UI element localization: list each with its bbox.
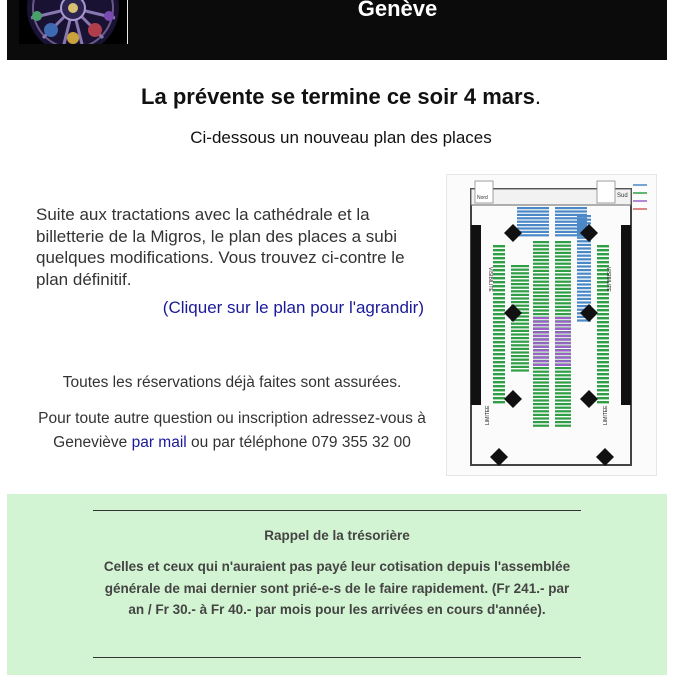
site-title: Genève xyxy=(357,0,438,21)
plan-label-limitee-right: LIMITEE xyxy=(603,405,609,425)
headline-suffix: . xyxy=(534,84,541,109)
contact-text-after: ou par téléphone 079 355 32 00 xyxy=(186,434,411,451)
seating-plan-image[interactable] xyxy=(446,174,657,476)
reminder-title: Rappel de la trésorière xyxy=(264,528,410,543)
reminder-bottom-rule xyxy=(93,657,581,658)
mail-link[interactable]: par mail xyxy=(131,434,187,451)
treasurer-reminder-box xyxy=(7,494,667,675)
plan-label-nord: Nord xyxy=(477,195,488,201)
reminder-top-rule xyxy=(93,510,581,511)
contact-paragraph xyxy=(30,407,434,455)
reservations-note: Toutes les réservations déjà faites sont assurées. xyxy=(62,374,402,391)
plan-label-limitee-left: LIMITEE xyxy=(485,405,491,425)
rose-window-icon xyxy=(19,0,127,44)
intro-paragraph: Suite aux tractations avec la cathédrale et la billetterie de la Migros, le plan des places a subi quelques modifications. Vous trouvez ci-contre le plan définitif. xyxy=(36,205,405,289)
headline-text: La prévente se termine ce soir 4 mars xyxy=(141,84,535,109)
reminder-text: Celles et ceux qui n'auraient pas payé leur cotisation depuis l'assemblée générale de mai dernier sont prié-e-s de le faire rapidement. (Fr 241.- par an / Fr 30.- à Fr 40.- par mois pour les arrivées en cours d'année). xyxy=(103,559,571,617)
plan-label-visibilite-right: VISIBILITE xyxy=(605,267,611,292)
plan-label-sud: Sud xyxy=(617,193,628,199)
enlarge-plan-link[interactable]: (Cliquer sur le plan pour l'agrandir) xyxy=(162,298,424,317)
contact-text-before: Pour toute autre question ou inscription adressez-vous à Geneviève xyxy=(38,410,426,451)
header-banner xyxy=(7,0,667,60)
plan-label-visibilite-left: VISIBILITE xyxy=(487,267,493,292)
page-headline xyxy=(0,84,682,110)
page-subheadline: Ci-dessous un nouveau plan des places xyxy=(190,128,492,147)
seating-plan-icon xyxy=(447,175,656,475)
